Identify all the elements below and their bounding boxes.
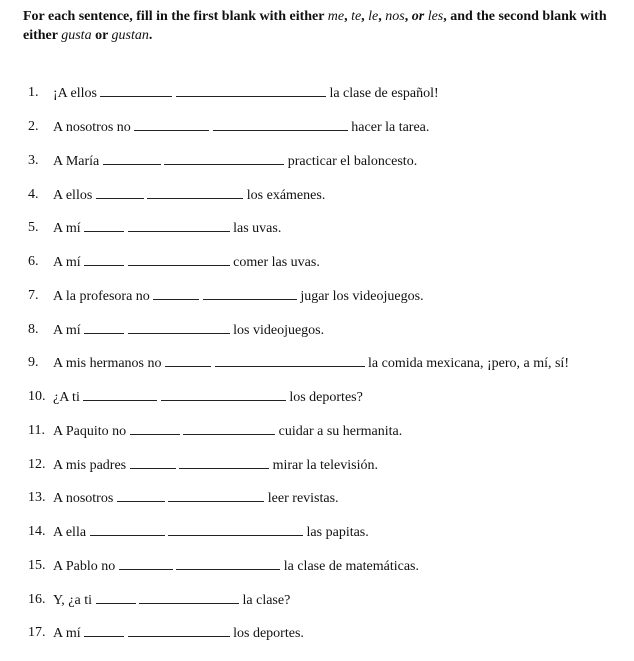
item-number: 13. [28, 490, 46, 505]
second-blank[interactable] [161, 387, 286, 401]
list-item [0, 185, 634, 205]
sentence-end: la clase de matemáticas. [283, 559, 419, 574]
sentence-end: los deportes. [233, 626, 304, 641]
first-blank[interactable] [103, 151, 161, 165]
item-number: 14. [28, 524, 46, 539]
first-blank[interactable] [100, 83, 172, 97]
sentence-start: A Paquito no [53, 424, 127, 439]
sentence-end: los videojuegos. [233, 323, 325, 338]
first-blank[interactable] [84, 252, 124, 266]
list-item [0, 387, 634, 407]
second-blank[interactable] [147, 185, 243, 199]
first-blank[interactable] [90, 522, 165, 536]
item-number: 6. [28, 254, 39, 269]
instructions: For each sentence, fill in the first blank with either me, te, le, nos, or les, and the second blank with either gusta or gustan. [23, 9, 607, 43]
list-item [0, 218, 634, 238]
sentence-start: ¿A ti [53, 390, 80, 405]
first-blank[interactable] [117, 488, 165, 502]
pronoun-les: les [427, 9, 444, 24]
instructions-end: . [148, 28, 153, 43]
sentence-start: A mí [53, 626, 81, 641]
first-blank[interactable] [134, 117, 209, 131]
item-number: 8. [28, 322, 39, 337]
sentence-start: A nosotros [53, 491, 114, 506]
sentence-end: las papitas. [306, 525, 369, 540]
sentence-start: A la profesora no [53, 289, 150, 304]
first-blank[interactable] [130, 455, 176, 469]
first-blank[interactable] [119, 556, 173, 570]
second-blank[interactable] [179, 455, 269, 469]
sentence-start: A Pablo no [53, 559, 116, 574]
sentence-end: cuidar a su hermanita. [278, 424, 403, 439]
first-blank[interactable] [130, 421, 180, 435]
second-blank[interactable] [176, 556, 280, 570]
sentence-end: los exámenes. [246, 188, 326, 203]
sentence-start: A ella [53, 525, 87, 540]
list-item [0, 286, 634, 306]
list-item [0, 455, 634, 475]
item-number: 3. [28, 153, 39, 168]
sentence-start: Y, ¿a ti [53, 593, 93, 608]
item-number: 12. [28, 457, 46, 472]
sentence-start: A mí [53, 221, 81, 236]
pronoun-me: me [327, 9, 345, 24]
item-number: 9. [28, 355, 39, 370]
list-item [0, 522, 634, 542]
item-number: 5. [28, 220, 39, 235]
sentence-end: practicar el baloncesto. [287, 154, 418, 169]
second-blank[interactable] [128, 252, 230, 266]
second-blank[interactable] [128, 218, 230, 232]
instructions-text-2: , and the second blank with either [23, 9, 607, 43]
pronoun-le: le [368, 9, 379, 24]
sentence-start: A mis hermanos no [53, 356, 162, 371]
list-item [0, 590, 634, 610]
sentence-end: la clase? [242, 593, 291, 608]
first-blank[interactable] [165, 353, 211, 367]
first-blank[interactable] [84, 218, 124, 232]
sentence-end: comer las uvas. [233, 255, 320, 270]
item-number: 1. [28, 85, 39, 100]
second-blank[interactable] [128, 623, 230, 637]
second-blank[interactable] [139, 590, 239, 604]
second-blank[interactable] [168, 488, 264, 502]
first-blank[interactable] [84, 623, 124, 637]
second-blank[interactable] [203, 286, 297, 300]
verb-gustan: gustan [111, 28, 149, 43]
sentence-end: jugar los videojuegos. [300, 289, 424, 304]
item-number: 4. [28, 187, 39, 202]
item-number: 16. [28, 592, 46, 607]
item-number: 11. [28, 423, 45, 438]
item-number: 15. [28, 558, 46, 573]
sentence-start: A María [53, 154, 100, 169]
item-number: 7. [28, 288, 39, 303]
second-blank[interactable] [176, 83, 326, 97]
list-item [0, 83, 634, 103]
list-item [0, 421, 634, 441]
list-item [0, 488, 634, 508]
sentence-end: las uvas. [233, 221, 282, 236]
list-item [0, 117, 634, 137]
first-blank[interactable] [96, 590, 136, 604]
second-blank[interactable] [215, 353, 365, 367]
verb-gusta: gusta [61, 28, 92, 43]
sentence-end: la comida mexicana, ¡pero, a mí, sí! [368, 356, 569, 371]
second-blank[interactable] [168, 522, 303, 536]
sentence-end: hacer la tarea. [351, 120, 430, 135]
second-blank[interactable] [213, 117, 348, 131]
sentence-start: A ellos [53, 188, 93, 203]
second-blank[interactable] [183, 421, 275, 435]
sentence-end: la clase de español! [329, 86, 439, 101]
item-number: 10. [28, 389, 46, 404]
or-word: or [411, 9, 425, 24]
list-item [0, 353, 634, 373]
list-item [0, 151, 634, 171]
item-number: 17. [28, 625, 46, 640]
first-blank[interactable] [84, 320, 124, 334]
first-blank[interactable] [153, 286, 199, 300]
item-number: 2. [28, 119, 39, 134]
sentence-end: leer revistas. [267, 491, 339, 506]
or-word-2: or [95, 28, 109, 43]
sentence-start: A mí [53, 323, 81, 338]
sentence-end: los deportes? [289, 390, 363, 405]
sentence-start: A mí [53, 255, 81, 270]
second-blank[interactable] [164, 151, 284, 165]
list-item [0, 320, 634, 340]
list-item [0, 556, 634, 576]
sentence-start: A mis padres [53, 458, 127, 473]
instructions-text: For each sentence, fill in the first blank with either [23, 9, 328, 24]
sentence-end: mirar la televisión. [272, 458, 378, 473]
list-item [0, 252, 634, 272]
first-blank[interactable] [83, 387, 157, 401]
pronoun-te: te [351, 9, 362, 24]
second-blank[interactable] [128, 320, 230, 334]
list-item [0, 623, 634, 643]
pronoun-nos: nos [385, 9, 405, 24]
sentence-start: ¡A ellos [53, 86, 97, 101]
sentence-start: A nosotros no [53, 120, 131, 135]
first-blank[interactable] [96, 185, 144, 199]
